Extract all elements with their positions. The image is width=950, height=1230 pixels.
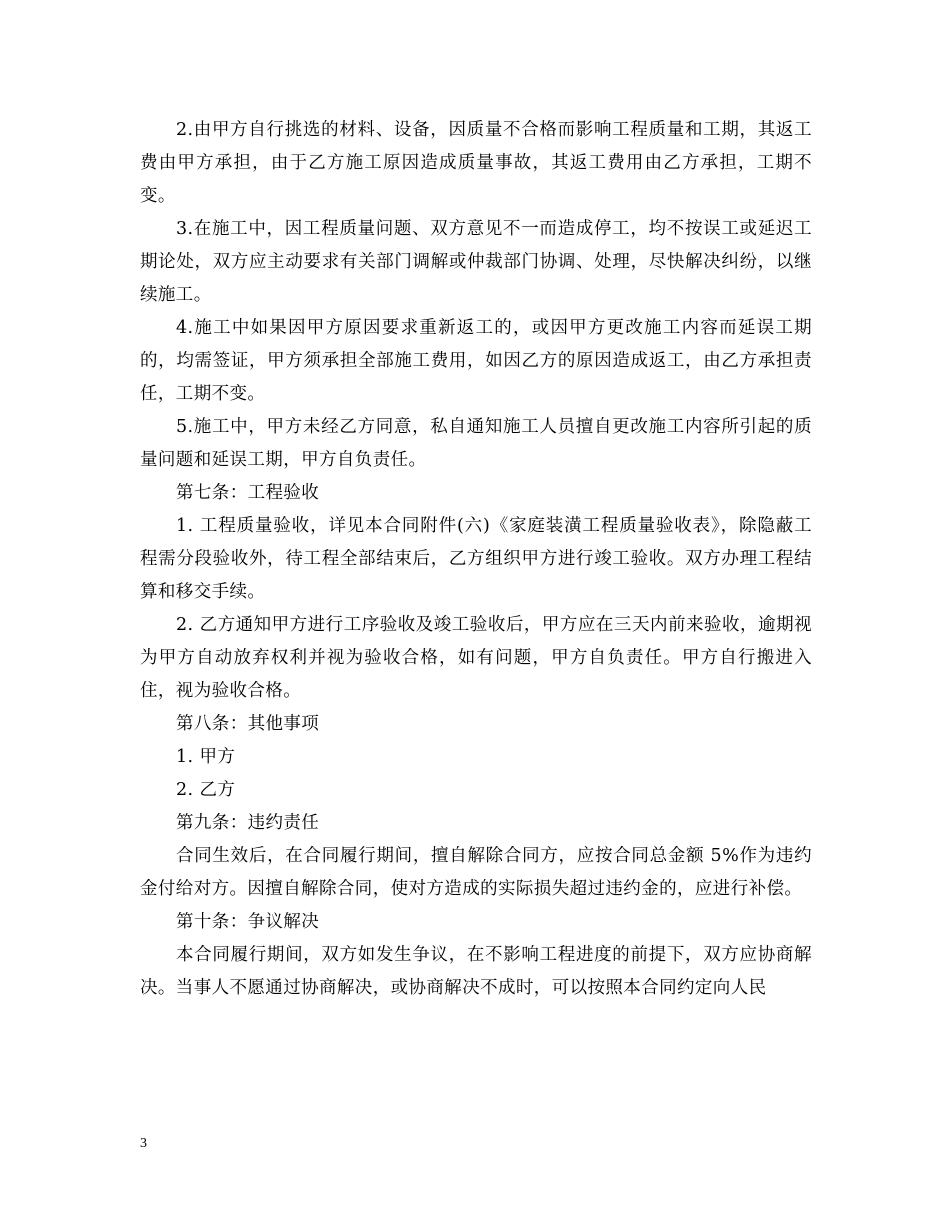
paragraph-clause-4: 4.施工中如果因甲方原因要求重新返工的，或因甲方更改施工内容而延误工期的，均需签证，甲方须承担全部施工费用，如因乙方的原因造成返工，由乙方承担责任，工期不变。 bbox=[140, 318, 812, 404]
article-7-item-1: 1. 工程质量验收，详见本合同附件(六)《家庭装潢工程质量验收表》，除隐蔽工程需分段验收外，待工程全部结束后，乙方组织甲方进行竣工验收。双方办理工程结算和移交手续。 bbox=[140, 516, 812, 602]
article-8-heading: 第八条：其他事项 bbox=[176, 714, 320, 734]
article-9-heading: 第九条：违约责任 bbox=[176, 813, 320, 833]
paragraph-clause-2: 2.由甲方自行挑选的材料、设备，因质量不合格而影响工程质量和工期，其返工费由甲方承担，由于乙方施工原因造成质量事故，其返工费用由乙方承担，工期不变。 bbox=[140, 120, 812, 206]
article-8-item-2: 2. 乙方 bbox=[176, 780, 236, 800]
page-number: 3 bbox=[140, 1136, 147, 1151]
paragraph-clause-3: 3.在施工中，因工程质量问题、双方意见不一而造成停工，均不按误工或延迟工期论处，双方应主动要求有关部门调解或仲裁部门协调、处理，尽快解决纠纷，以继续施工。 bbox=[140, 219, 812, 305]
article-7-item-2: 2. 乙方通知甲方进行工序验收及竣工验收后，甲方应在三天内前来验收，逾期视为甲方自动放弃权利并视为验收合格，如有问题，甲方自负责任。甲方自行搬进入住，视为验收合格。 bbox=[140, 615, 812, 701]
document-body bbox=[140, 114, 812, 1005]
article-10-body: 本合同履行期间，双方如发生争议，在不影响工程进度的前提下，双方应协商解决。当事人不愿通过协商解决，或协商解决不成时，可以按照本合同约定向人民 bbox=[140, 945, 812, 998]
paragraph-clause-5: 5.施工中，甲方未经乙方同意，私自通知施工人员擅自更改施工内容所引起的质量问题和延误工期，甲方自负责任。 bbox=[140, 417, 812, 470]
article-10-heading: 第十条：争议解决 bbox=[176, 912, 320, 932]
article-7-heading: 第七条：工程验收 bbox=[176, 483, 320, 503]
article-9-body: 合同生效后，在合同履行期间，擅自解除合同方，应按合同总金额 5%作为违约金付给对方。因擅自解除合同，使对方造成的实际损失超过违约金的，应进行补偿。 bbox=[140, 846, 812, 899]
article-8-item-1: 1. 甲方 bbox=[176, 747, 236, 767]
